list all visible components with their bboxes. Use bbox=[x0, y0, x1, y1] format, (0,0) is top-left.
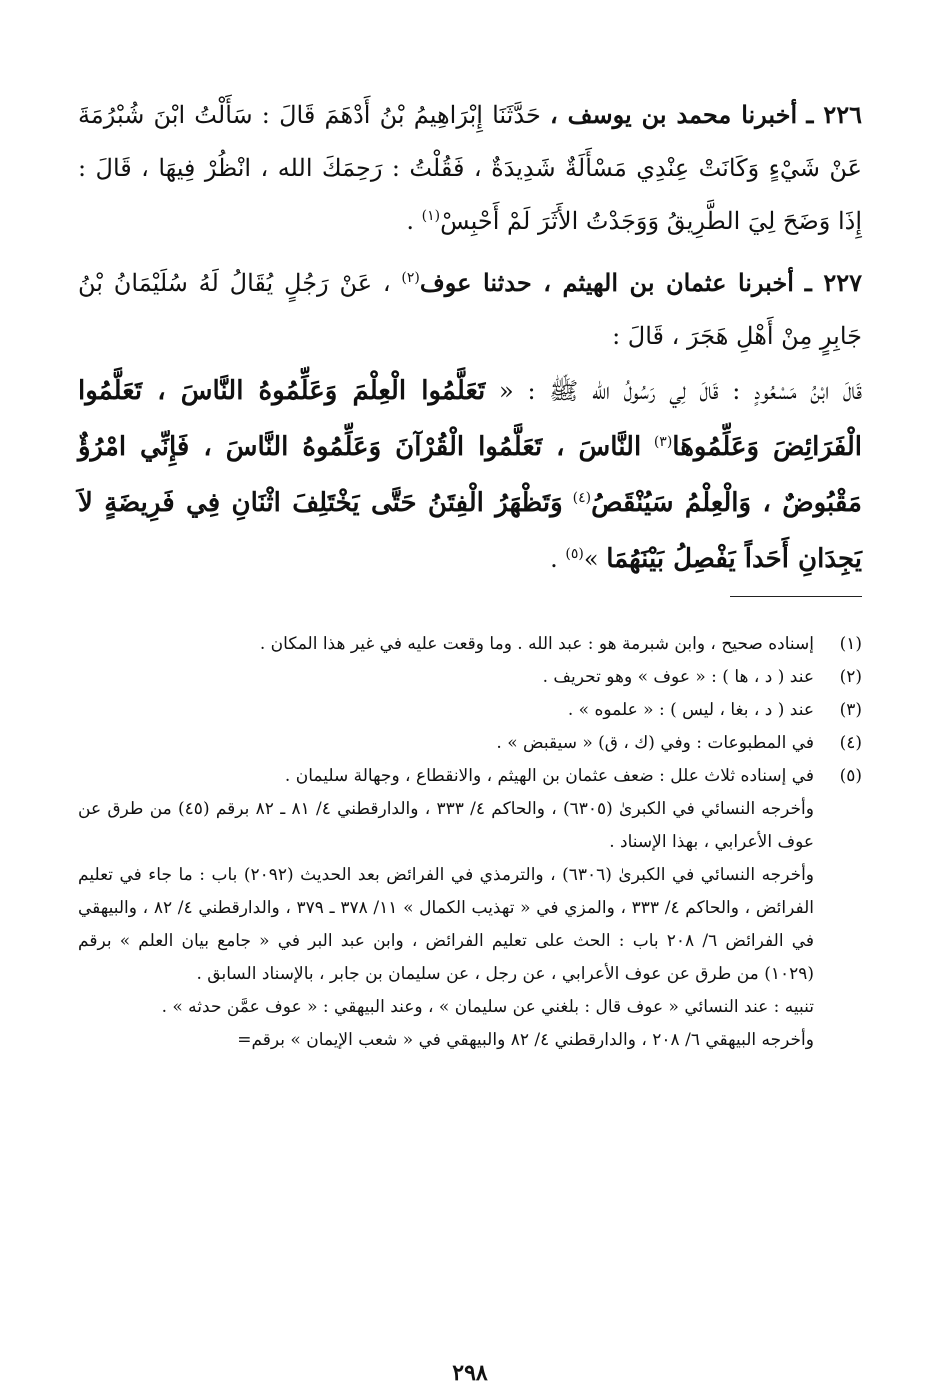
footnote bbox=[78, 628, 862, 661]
hadith-number: ٢٢٦ ـ bbox=[806, 100, 862, 129]
footnote-number: (١) bbox=[839, 634, 862, 654]
footnote-ref: (١) bbox=[421, 208, 441, 224]
footnote-text: تنبيه : عند النسائي « عوف قال : بلغني عن سليمان » ، وعند البيهقي : « عوف عمَّن حدثه » . bbox=[161, 997, 814, 1017]
hadith-text: قَالَ ابْنُ مَسْعُودٍ : قَالَ لِي رَسُولُ الله ﷺ : « bbox=[499, 377, 862, 405]
footnote-text: عند ( د ، ها ) : « عوف » وهو تحريف . bbox=[542, 667, 814, 687]
document-page bbox=[78, 88, 863, 1386]
footnote-number: (٥) bbox=[839, 766, 862, 786]
footnote-ref: (٢) bbox=[401, 270, 420, 286]
footnote-text: وأخرجه النسائي في الكبرىٰ (٦٣٠٦) ، والترمذي في الفرائض بعد الحديث (٢٠٩٢) باب : ما جاء في تعليم الفرائض ، والحاكم ٤/ ٣٣٣ ، والمزي في « تهذيب الكمال » ١١/ ٣٧٨ ـ ٣٧٩ ، والدارقطني ٤/ ٨٢ ، والبيهقي في الفرائض ٦/ ٢٠٨ باب : الحث على تعليم الفرائض ، وابن عبد البر في « جامع بيان العلم » برقم (١٠٢٩) من طرق عن عوف الأعرابي ، عن رجل ، عن سليمان بن جابر ، بالإسناد السابق . bbox=[78, 865, 815, 984]
hadith-226 bbox=[78, 88, 862, 248]
footnote-ref: (٤) bbox=[572, 490, 592, 506]
footnote bbox=[78, 661, 862, 694]
hadith-isnad: أخبرنا محمد بن يوسف ، bbox=[549, 100, 798, 129]
footnote-number: (٣) bbox=[839, 700, 862, 720]
hadith-matn: النَّاسَ ، تَعَلَّمُوا الْقُرْآنَ وَعَلِّمُوهُ النَّاسَ ، فَإِنِّي امْرُؤٌ مَقْبُوضٌ ، وَالْعِلْمُ سَيُنْقَصُ bbox=[78, 432, 862, 518]
footnote bbox=[78, 760, 862, 1057]
hadith-end: . bbox=[406, 207, 422, 235]
footnote-ref: (٥) bbox=[565, 546, 584, 562]
hadith-end: . bbox=[550, 545, 566, 573]
footnotes bbox=[78, 628, 862, 1057]
hadith-text: ، عَنْ رَجُلٍ يُقَالُ لَهُ سُلَيْمَانُ بْنُ جَابِرٍ مِنْ أَهْلِ هَجَرَ ، قَالَ : bbox=[78, 269, 862, 350]
hadith-number: ٢٢٧ ـ bbox=[804, 268, 862, 297]
footnote-number: (٤) bbox=[839, 733, 862, 753]
footnote-divider bbox=[730, 596, 862, 597]
footnote-number: (٢) bbox=[839, 667, 862, 687]
footnote bbox=[78, 694, 862, 727]
hadith-matn: تَعَلَّمُوا الْعِلْمَ وَعَلِّمُوهُ النَّاسَ ، تَعَلَّمُوا الْفَرَائِضَ وَعَلِّمُوهَا bbox=[78, 376, 863, 462]
hadith-227 bbox=[78, 256, 862, 587]
quote-close: » bbox=[583, 545, 599, 573]
hadith-isnad: أخبرنا عثمان بن الهيثم ، حدثنا عوف bbox=[419, 268, 794, 297]
footnote-text: وأخرجه البيهقي ٦/ ٢٠٨ ، والدارقطني ٤/ ٨٢ والبيهقي في « شعب الإيمان » برقم= bbox=[237, 1030, 814, 1050]
footnote-text: وأخرجه النسائي في الكبرىٰ (٦٣٠٥) ، والحاكم ٤/ ٣٣٣ ، والدارقطني ٤/ ٨١ ـ ٨٢ برقم (٤٥) من طرق عن عوف الأعرابي ، بهذا الإسناد . bbox=[78, 799, 814, 852]
hadith-text: حَدَّثَنَا إِبْرَاهِيمُ بْنُ أَدْهَمَ قَالَ : سَأَلْتُ ابْنَ شُبْرُمَةَ عَنْ شَيْءٍ وَكَانَتْ عِنْدِي مَسْأَلَةٌ شَدِيدَةٌ ، فَقُلْتُ : رَحِمَكَ الله ، انْظُرْ فِيهَا ، قَالَ : إِذَا وَضَحَ لِيَ الطَّرِيقُ وَوَجَدْتُ الأَثَرَ لَمْ أَحْبِسْ bbox=[78, 101, 862, 235]
footnote-text: إسناده صحيح ، وابن شبرمة هو : عبد الله . وما وقعت عليه في غير هذا المكان . bbox=[259, 634, 814, 654]
page-number: ٢٩٨ bbox=[452, 1360, 488, 1386]
hadith-matn: وَتَظْهَرُ الْفِتَنُ حَتَّى يَخْتَلِفَ اثْنَانِ فِي فَرِيضَةٍ لاَ يَجِدَانِ أَحَداً يَفْصِلُ بَيْنَهُمَا bbox=[78, 488, 862, 574]
footnote-ref: (٣) bbox=[653, 434, 673, 450]
footnote-text: في إسناده ثلاث علل : ضعف عثمان بن الهيثم ، والانقطاع ، وجهالة سليمان . bbox=[284, 766, 814, 786]
footnote-text: عند ( د ، بغا ، ليس ) : « علموه » . bbox=[567, 700, 814, 720]
footnote bbox=[78, 727, 862, 760]
footnote-text: في المطبوعات : وفي (ك ، ق) « سيقبض » . bbox=[496, 733, 814, 753]
